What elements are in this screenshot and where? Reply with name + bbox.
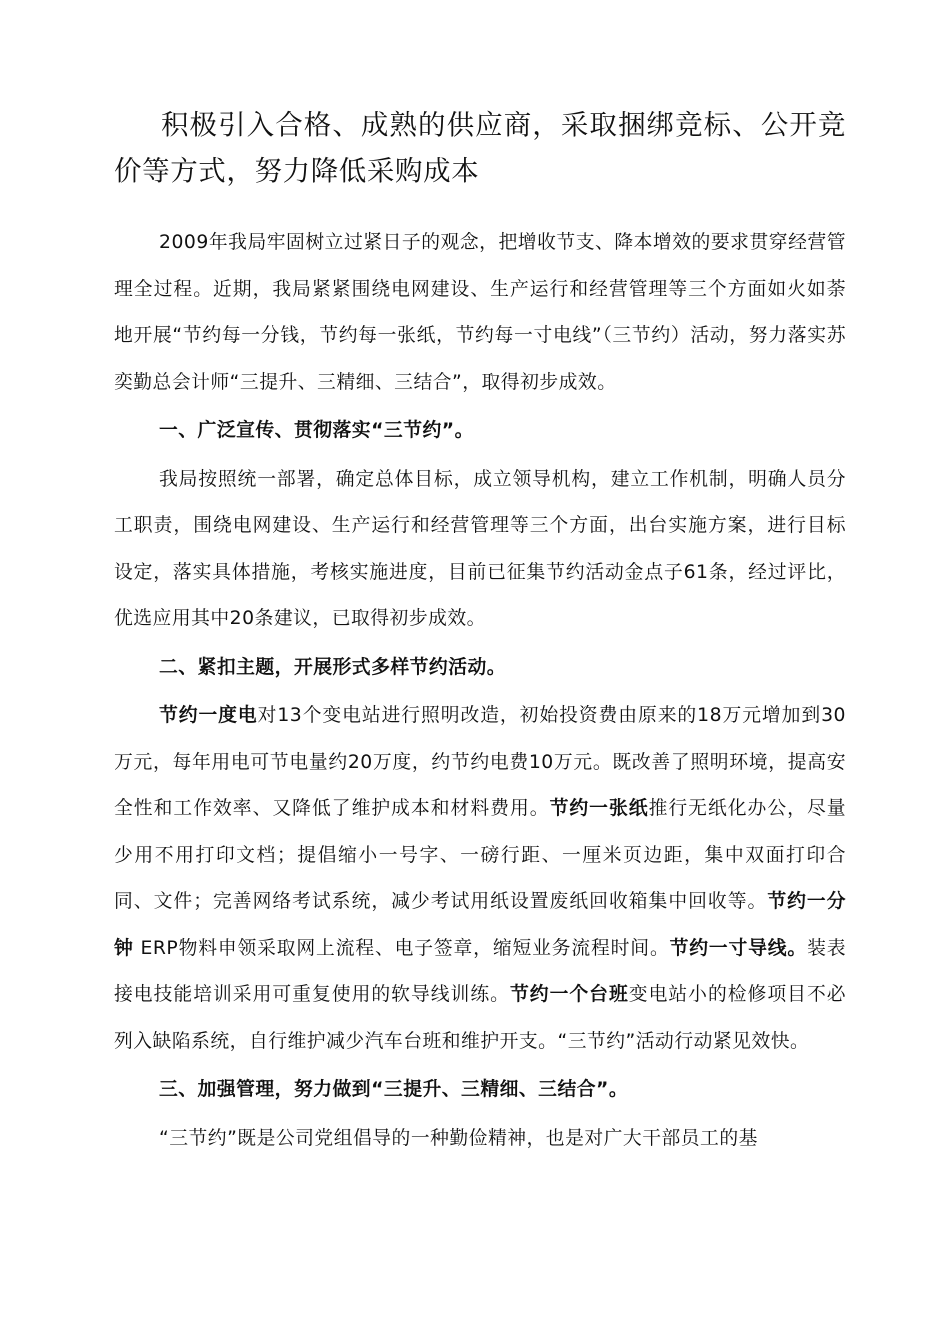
item-text-save-minute: ERP物料申领采取网上流程、电子签章，缩短业务流程时间。 — [133, 937, 670, 959]
item-text-save-shift: 变电站小的检修项目不必列入缺陷系统，自行维护减少汽车台班和维护开支。“三节约”活动行动紧见效快。 — [114, 984, 847, 1052]
item-text-save-wire: 装表接电技能培训采用可重复使用的软导线训练。 — [114, 937, 846, 1005]
section-1-heading: 一、广泛宣传、贯彻落实“三节约”。 — [159, 420, 474, 441]
item-label-save-wire: 节约一寸导线。 — [669, 937, 808, 959]
section-2-heading: 二、紧扣主题，开展形式多样节约活动。 — [159, 656, 507, 678]
intro-paragraph: 2009年我局牢固树立过紧日子的观念，把增收节支、降本增效的要求贯穿经营管理全过程。近期，我局紧紧围绕电网建设、生产运行和经营管理等三个方面如火如荼地开展“节约每一分钱，节约每一张纸，节约每一寸电线”（三节约）活动，努力落实苏奕勤总会计师“三提升、三精细、三结合”，取得初步成效。 — [114, 232, 846, 393]
section-3-heading: 三、加强管理，努力做到“三提升、三精细、三结合”。 — [159, 1079, 629, 1100]
section-1-body: 我局按照统一部署，确定总体目标，成立领导机构，建立工作机制，明确人员分工职责，围绕电网建设、生产运行和经营管理等三个方面，出台实施方案，进行目标设定，落实具体措施，考核实施进度，目前已征集节约活动金点子61条，经过评比，优选应用其中20条建议，已取得初步成效。 — [114, 468, 846, 629]
item-label-save-electricity: 节约一度电 — [159, 705, 258, 726]
item-text-save-electricity: 对13个变电站进行照明改造，初始投资费由原来的18万元增加到30万元，每年用电可节电量约20万度，约节约电费10万元。既改善了照明环境，提高安全性和工作效率、又降低了维护成本和材料费用。 — [114, 705, 847, 819]
item-label-save-minute: 节约一分钟 — [114, 891, 847, 959]
item-label-save-paper: 节约一张纸 — [549, 798, 649, 819]
item-text-save-paper: 推行无纸化办公，尽量少用不用打印文档；提倡缩小一号字、一磅行距、一厘米页边距，集中双面打印合同、文件；完善网络考试系统，减少考试用纸设置废纸回收箱集中回收等。 — [114, 798, 847, 912]
item-label-save-shift: 节约一个台班 — [509, 984, 629, 1005]
section-2-body — [114, 693, 846, 1065]
document-title: 积极引入合格、成熟的供应商，采取捆绑竞标、公开竞价等方式，努力降低采购成本 — [114, 109, 846, 187]
section-3-body: “三节约”既是公司党组倡导的一种勤俭精神，也是对广大干部员工的基 — [159, 1127, 758, 1149]
